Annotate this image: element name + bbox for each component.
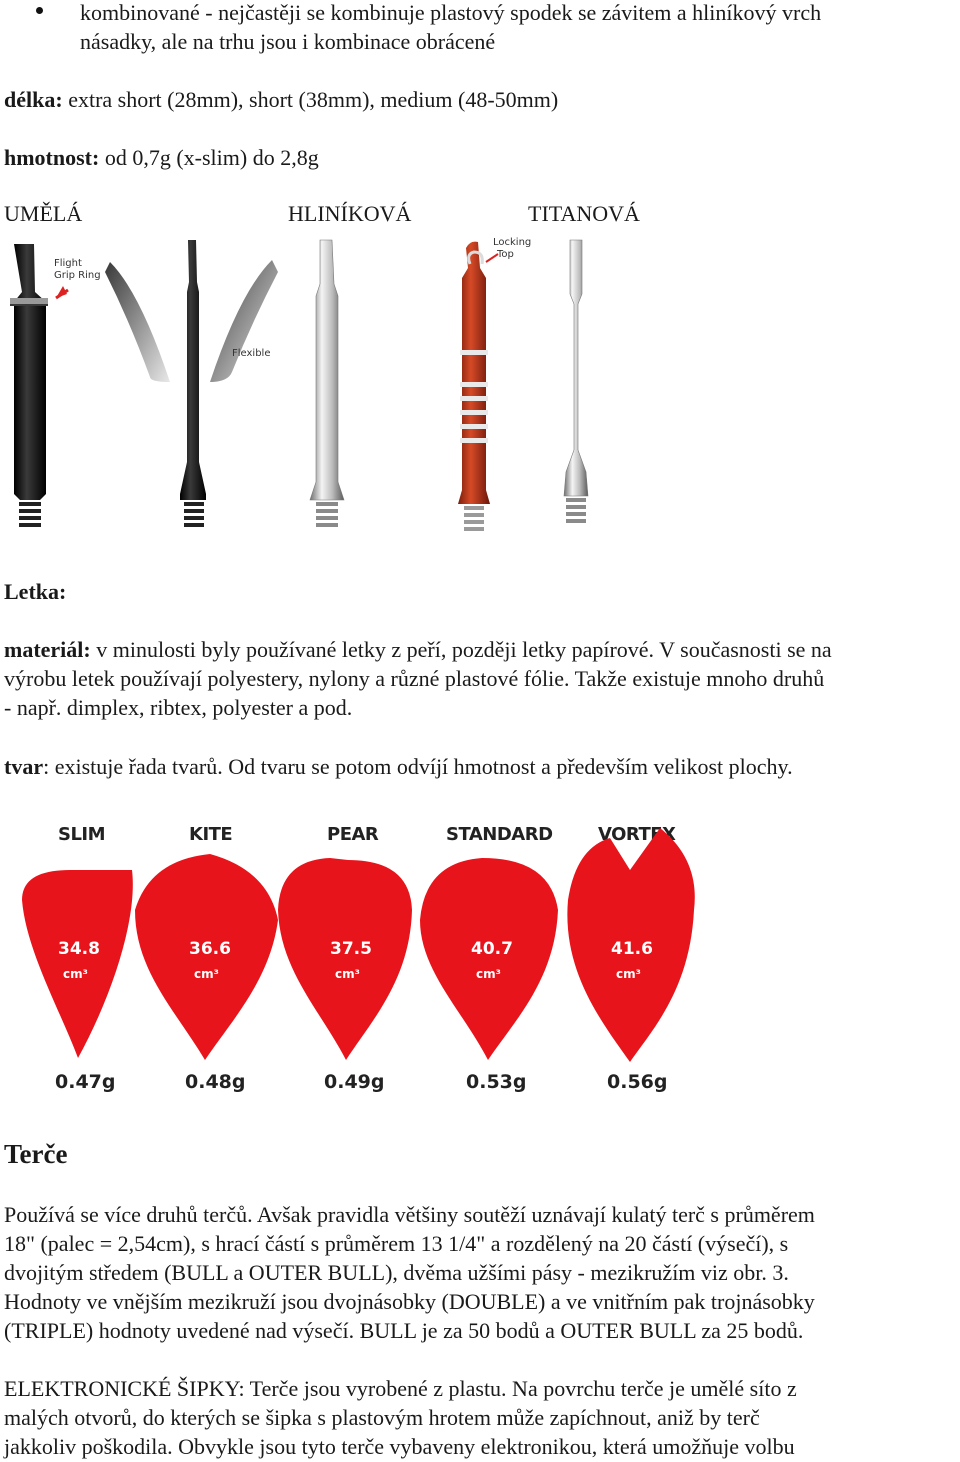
electronic-line: jakkoliv poškodila. Obvykle jsou tyto terče vybaveny elektronikou, která umožňuje volbu — [4, 1434, 795, 1459]
length-paragraph — [4, 85, 956, 114]
shafts-illustration — [0, 232, 620, 544]
length-label: délka: — [4, 87, 63, 112]
weight-paragraph — [4, 143, 956, 172]
annotation-locking-top-2: Top — [497, 249, 514, 260]
flight-name-pear: PEAR — [327, 824, 379, 845]
shaft-label-plastic: UMĚLÁ — [4, 201, 83, 226]
material-line-3: - např. dimplex, ribtex, polyester a pod. — [4, 695, 353, 720]
length-text: extra short (28mm), short (38mm), medium (48-50mm) — [62, 87, 559, 112]
shape-paragraph — [4, 752, 956, 781]
electronic-line: ELEKTRONICKÉ ŠIPKY: Terče jsou vyrobené z plastu. Na povrchu terče je umělé síto z — [4, 1376, 797, 1401]
flight-name-kite: KITE — [189, 824, 233, 845]
material-label: materiál: — [4, 637, 91, 662]
annotation-flight-grip-ring-1: Flight — [54, 258, 82, 269]
flight-pear-icon — [278, 858, 412, 1060]
annotation-flexible: Flexible — [232, 348, 271, 359]
flight-name-standard: STANDARD — [446, 824, 553, 845]
material-line-2: výrobu letek používají polyestery, nylony a různé plastové fólie. Takže existuje mnoho druhů — [4, 666, 825, 691]
electronic-line: malých otvorů, do kterých se šipka s plastovým hrotem může zapíchnout, aniž by terč — [4, 1405, 760, 1430]
shape-label: tvar — [4, 754, 44, 779]
flight-unit-kite: cm³ — [194, 967, 219, 981]
annotation-locking-top-1: Locking — [493, 237, 532, 248]
terce-paragraph — [4, 1200, 956, 1345]
terce-line: Používá se více druhů terčů. Avšak pravidla většiny soutěží uznávají kulatý terč s průměrem — [4, 1202, 815, 1227]
bullet-line-1: kombinované - nejčastěji se kombinuje plastový spodek se závitem a hliníkový vrch — [80, 0, 822, 25]
material-line-1: v minulosti byly používané letky z peří, později letky papírové. V současnosti se na — [90, 637, 832, 662]
plastic-shaft-icon — [10, 244, 101, 527]
flight-volume-standard: 40.7 — [471, 939, 513, 959]
bullet-dot-icon — [36, 7, 43, 14]
terce-line: dvojitým středem (BULL a OUTER BULL), dvěma užšími pásy - mezikružím viz obr. 3. — [4, 1260, 789, 1285]
flight-unit-vortex: cm³ — [616, 967, 641, 981]
flight-weight-standard: 0.53g — [466, 1071, 527, 1093]
terce-line: Hodnoty ve vnějším mezikruží jsou dvojnásobky (DOUBLE) a ve vnitřním pak trojnásobky — [4, 1289, 815, 1314]
flight-weight-kite: 0.48g — [185, 1071, 246, 1093]
flight-unit-standard: cm³ — [476, 967, 501, 981]
flight-shapes-illustration — [0, 810, 720, 1100]
shape-text: : existuje řada tvarů. Od tvaru se potom odvíjí hmotnost a především velikost plochy. — [43, 754, 793, 779]
flight-unit-pear: cm³ — [335, 967, 360, 981]
annotation-flight-grip-ring-2: Grip Ring — [54, 270, 101, 281]
flight-name-vortex: VORTEX — [598, 824, 676, 845]
flight-volume-pear: 37.5 — [330, 939, 372, 959]
terce-heading: Terče — [4, 1139, 68, 1169]
terce-line: 18" (palec = 2,54cm), s hrací částí s průměrem 13 1/4" a rozdělený na 20 částí (výsečí), s — [4, 1231, 789, 1256]
weight-label: hmotnost: — [4, 145, 100, 170]
material-paragraph — [4, 635, 956, 722]
flight-standard-icon — [420, 858, 558, 1060]
flight-slim-icon — [22, 870, 133, 1058]
flight-name-slim: SLIM — [58, 824, 106, 845]
shaft-label-aluminium: HLINÍKOVÁ — [288, 201, 412, 226]
locking-top-shaft-icon — [458, 237, 531, 531]
flights-heading: Letka: — [4, 579, 67, 604]
aluminium-shaft-icon — [310, 240, 344, 527]
weight-text: od 0,7g (x-slim) do 2,8g — [99, 145, 319, 170]
flight-volume-vortex: 41.6 — [611, 939, 653, 959]
titanium-shaft-icon — [564, 240, 588, 523]
flight-weight-vortex: 0.56g — [607, 1071, 668, 1093]
flight-weight-slim: 0.47g — [55, 1071, 116, 1093]
flight-unit-slim: cm³ — [63, 967, 88, 981]
flexible-shaft-icon — [105, 240, 278, 527]
flight-volume-kite: 36.6 — [189, 939, 231, 959]
flight-weight-pear: 0.49g — [324, 1071, 385, 1093]
bullet-line-2: násadky, ale na trhu jsou i kombinace obrácené — [80, 29, 496, 54]
shaft-label-titanium: TITANOVÁ — [528, 201, 640, 226]
flight-volume-slim: 34.8 — [58, 939, 100, 959]
terce-line: (TRIPLE) hodnoty uvedené nad výsečí. BULL je za 50 bodů a OUTER BULL za 25 bodů. — [4, 1318, 804, 1343]
electronic-paragraph — [4, 1374, 956, 1461]
